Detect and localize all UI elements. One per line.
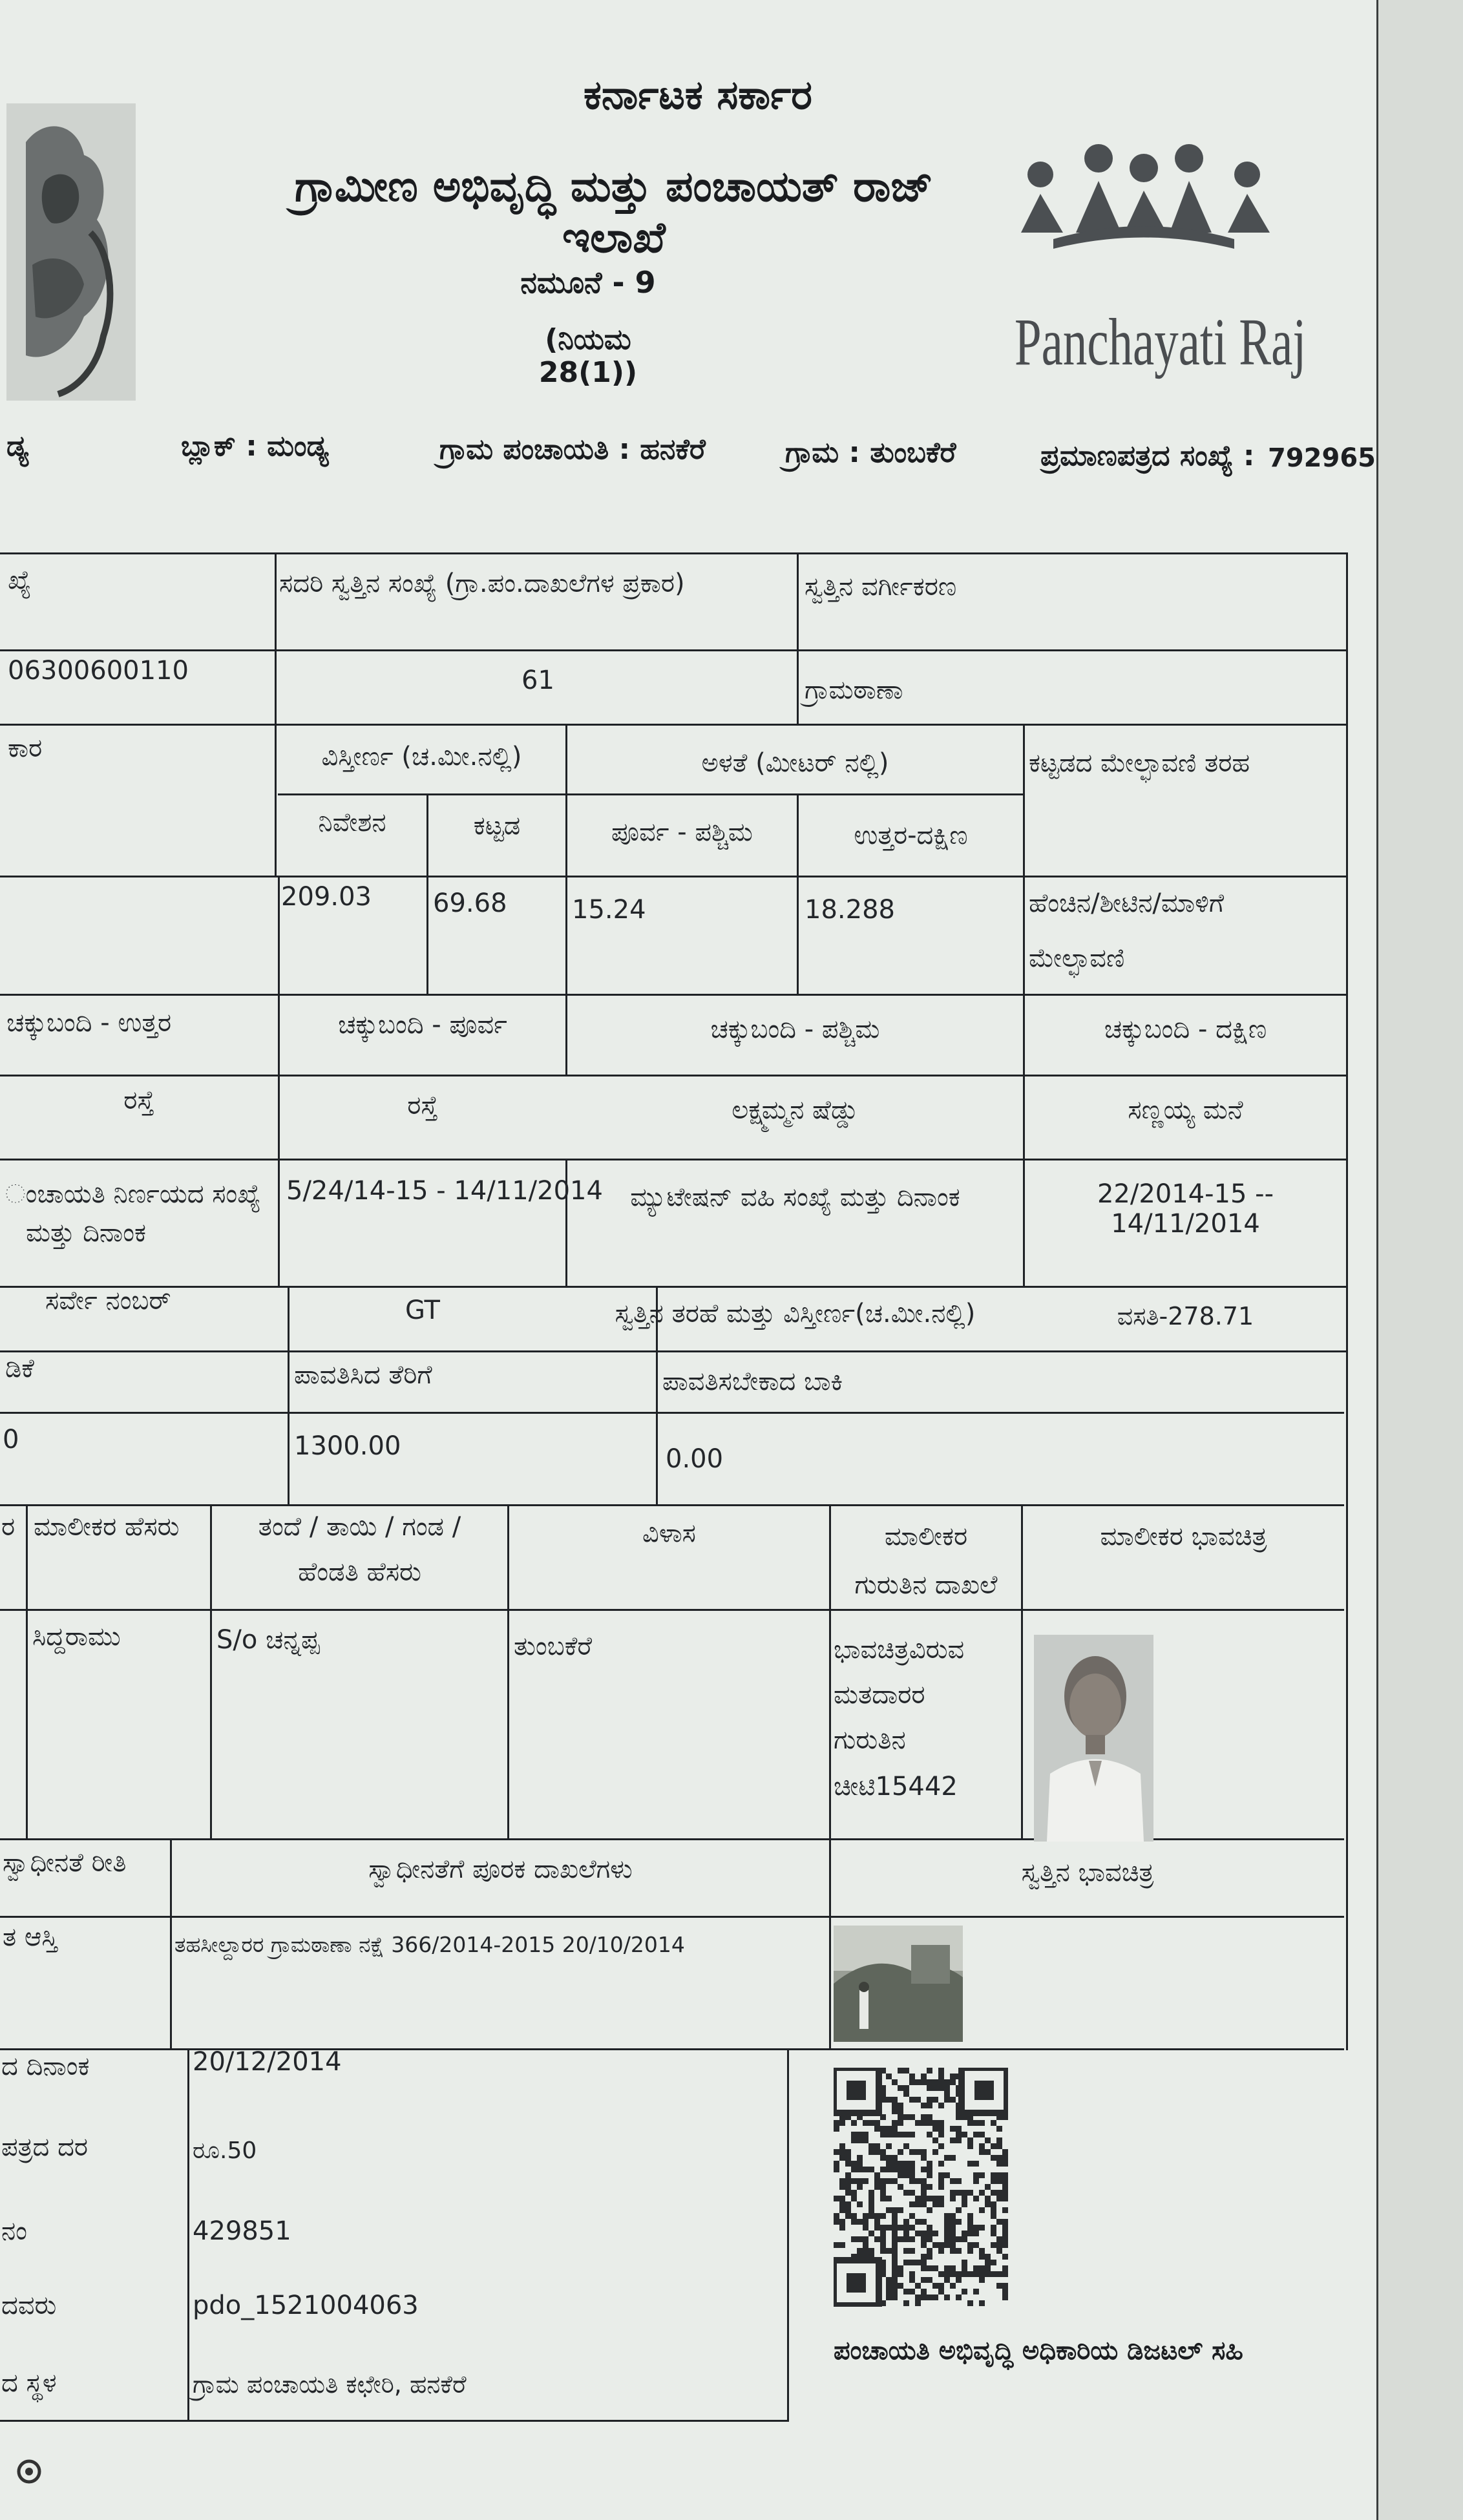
property-number: 61 (521, 666, 554, 695)
district-fragment: ಡ್ಯ (6, 430, 29, 463)
owner-photo-head: ಮಾಲೀಕರ ಭಾವಚಿತ್ರ (1100, 1522, 1267, 1551)
corner-mark-icon (13, 2455, 45, 2488)
owner-relation: S/o ಚನ್ನಪ್ಪ (216, 1625, 320, 1655)
building-area-value: 69.68 (433, 888, 507, 918)
govt-title: ಕರ್ನಾಟಕ ಸರ್ಕಾರ (584, 71, 812, 118)
resolution-label: ಂಚಾಯತಿ ನಿರ್ಣಯದ ಸಂಖ್ಯೆ (5, 1179, 261, 1209)
owner-left-head: ರ (1, 1512, 16, 1542)
site-area-value: 209.03 (281, 882, 372, 912)
property-number-head: ಸದರಿ ಸ್ವತ್ತಿನ ಸಂಖ್ಯೆ (ಗ್ರಾ.ಪಂ.ದಾಖಲೆಗಳ ಪ್ರಕಾರ) (279, 569, 685, 598)
dept-title: ಗ್ರಾಮೀಣ ಅಭಿವೃದ್ಧಿ ಮತ್ತು ಪಂಚಾಯತ್ ರಾಜ್ ಇಲಾಖೆ (294, 162, 934, 262)
owner-id-doc-4: ಚೀಟಿ15442 (834, 1772, 958, 1801)
owner-name: ಸಿದ್ದರಾಮು (32, 1622, 121, 1652)
village-label: ಗ್ರಾಮ : ತುಂಬಕೆರೆ (785, 436, 956, 469)
owner-relation-head: ತಂದೆ / ತಾಯಿ / ಗಂಡ / (258, 1512, 461, 1542)
tax-paid-value: 1300.00 (294, 1431, 401, 1461)
boundary-east-head: ಚಕ್ಕುಬಂದಿ - ಪೂರ್ವ (338, 1010, 507, 1040)
tax-left-head: ಡಿಕೆ (5, 1354, 34, 1383)
roof-type-head: ಕಟ್ಟಡದ ಮೇಲ್ಛಾವಣಿ ತರಹ (1029, 748, 1250, 778)
survey-number-label: ಸರ್ವೇ ನಂಬರ್ (45, 1286, 171, 1316)
boundary-west-head: ಚಕ್ಕುಬಂದಿ - ಪಶ್ಚಿಮ (710, 1014, 880, 1044)
tax-paid-head: ಪಾವತಿಸಿದ ತೆರಿಗೆ (294, 1360, 432, 1390)
mutation-value: 22/2014-15 -- 14/11/2014 (1097, 1179, 1274, 1239)
certificate-number-label: ಪ್ರಮಾಣಪತ್ರದ ಸಂಖ್ಯೆ : (1040, 439, 1255, 472)
tax-left-value: 0 (3, 1425, 19, 1454)
acquisition-docs-head: ಸ್ವಾಧೀನತೆಗೆ ಪೂರಕ ದಾಖಲೆಗಳು (368, 1854, 633, 1884)
boundary-north-head: ಚಕ್ಕುಬಂದಿ - ಉತ್ತರ (6, 1008, 172, 1038)
survey-number-value: GT (405, 1296, 440, 1325)
owner-id-head-2: ಗುರುತಿನ ದಾಖಲೆ (854, 1570, 998, 1600)
issue-details-box (0, 2048, 789, 2422)
panchayati-raj-logo-text: Panchayati Raj (1015, 305, 1307, 379)
resolution-value: 5/24/14-15 - 14/11/2014 (286, 1176, 603, 1206)
owner-address: ತುಂಬಕೆರೆ (514, 1632, 593, 1661)
area-left-head: ಕಾರ (8, 733, 43, 763)
rule-number: (ನಿಯಮ 28(1)) (538, 323, 638, 389)
north-south-head: ಉತ್ತರ-ದಕ್ಷಿಣ (854, 821, 968, 850)
property-photo-head: ಸ್ವತ್ತಿನ ಭಾವಚಿತ್ರ (1021, 1858, 1154, 1887)
issue-place-label: ದ ಸ್ಥಳ (1, 2368, 57, 2398)
boundary-north: ರಸ್ತೆ (123, 1086, 154, 1115)
roof-type-value: ಹೆಂಚಿನ/ಶೀಟಿನ/ಮಾಳಿಗೆ (1029, 888, 1225, 918)
block-label: ಬ್ಲಾಕ್ : ಮಂಡ್ಯ (181, 430, 329, 463)
owner-id-head: ಮಾಲೀಕರ (884, 1522, 968, 1551)
acquisition-mode: ತ ಆಸ್ತಿ (3, 1922, 58, 1952)
issued-by: pdo_1521004063 (193, 2291, 419, 2320)
property-col1-head: ಖ್ಯೆ (8, 565, 32, 595)
property-class-head: ಸ್ವತ್ತಿನ ವರ್ಗೀಕರಣ (805, 572, 957, 602)
fee-value: ರೂ.50 (193, 2137, 257, 2164)
owner-relation-head-2: ಹೆಂಡತಿ ಹೆಸರು (298, 1557, 421, 1587)
issue-date: 20/12/2014 (193, 2047, 342, 2077)
issue-place: ಗ್ರಾಮ ಪಂಚಾಯತಿ ಕಛೇರಿ, ಹನಕೆರೆ (193, 2370, 467, 2399)
owner-photo (1034, 1635, 1153, 1842)
boundary-south: ಸಣ್ಣಯ್ಯ ಮನೆ (1128, 1095, 1243, 1125)
dimension-head: ಅಳತೆ (ಮೀಟರ್ ನಲ್ಲಿ) (701, 748, 889, 778)
site-area-head: ನಿವೇಶನ (318, 808, 386, 837)
owner-name-head: ಮಾಲೀಕರ ಹೆಸರು (34, 1512, 180, 1542)
owner-id-doc-2: ಮತದಾರರ (834, 1680, 925, 1710)
building-area-head: ಕಟ್ಟಡ (473, 811, 521, 841)
receipt-number: 429851 (193, 2216, 291, 2246)
owner-id-doc: ಭಾವಚಿತ್ರವಿರುವ (834, 1635, 965, 1664)
boundary-south-head: ಚಕ್ಕುಬಂದಿ - ದಕ್ಷಿಣ (1104, 1014, 1267, 1044)
north-south-value: 18.288 (805, 895, 895, 925)
property-type-value: ವಸತಿ-278.71 (1117, 1302, 1254, 1330)
acquisition-mode-head: ಸ್ವಾಧೀನತೆ ರೀತಿ (3, 1848, 127, 1878)
boundary-east: ರಸ್ತೆ (407, 1091, 438, 1120)
tax-due-head: ಪಾವತಿಸಬೇಕಾದ ಬಾಕಿ (662, 1367, 843, 1396)
extent-head: ವಿಸ್ತೀರ್ಣ (ಚ.ಮೀ.ನಲ್ಲಿ) (321, 742, 522, 772)
digital-signature-caption: ಪಂಚಾಯತಿ ಅಭಿವೃದ್ಧಿ ಅಧಿಕಾರಿಯ ಡಿಜಟಲ್ ಸಹಿ (834, 2336, 1243, 2366)
acquisition-docs: ತಹಸೀಲ್ದಾರರ ಗ್ರಾಮಠಾಣಾ ನಕ್ಷೆ 366/2014-2015 20/10/2014 (174, 1932, 685, 1957)
east-west-head: ಪೂರ್ವ - ಪಶ್ಚಿಮ (611, 817, 753, 847)
owner-address-head: ವಿಳಾಸ (642, 1518, 696, 1548)
east-west-value: 15.24 (572, 895, 646, 925)
property-type-label: ಸ್ವತ್ತಿನ ತರಹೆ ಮತ್ತು ವಿಸ್ತೀರ್ಣ(ಚ.ಮೀ.ನಲ್ಲಿ) (615, 1299, 976, 1328)
boundary-west: ಲಕ್ಷ್ಮಮ್ಮನ ಷೆಡ್ಡು (732, 1095, 859, 1125)
gram-panchayat-label: ಗ್ರಾಮ ಪಂಚಾಯತಿ : ಹನಕೆರೆ (439, 433, 706, 466)
property-classification: ಗ್ರಾಮಠಾಣಾ (805, 675, 903, 705)
roof-type-value-2: ಮೇಲ್ಛಾವಣಿ (1029, 943, 1125, 973)
certificate-number: 792965 (1268, 443, 1376, 473)
tax-due-value: 0.00 (666, 1444, 724, 1474)
receipt-label: ನಂ (1, 2216, 27, 2246)
property-id: 06300600110 (8, 656, 189, 686)
owner-id-doc-3: ಗುರುತಿನ (834, 1725, 906, 1755)
resolution-label-2: ಮತ್ತು ದಿನಾಂಕ (26, 1218, 146, 1248)
mutation-label: ಮ್ಯುಟೇಷನ್ ವಹಿ ಸಂಖ್ಯೆ ಮತ್ತು ದಿನಾಂಕ (630, 1182, 960, 1212)
form-number: ನಮೂನೆ - 9 (520, 265, 656, 300)
fee-label: ಪತ್ರದ ದರ (1, 2132, 89, 2162)
issue-date-label: ದ ದಿನಾಂಕ (1, 2052, 90, 2081)
issued-by-label: ದವರು (1, 2291, 57, 2320)
property-photo (834, 1926, 963, 2042)
qr-code-icon (834, 2068, 1008, 2307)
